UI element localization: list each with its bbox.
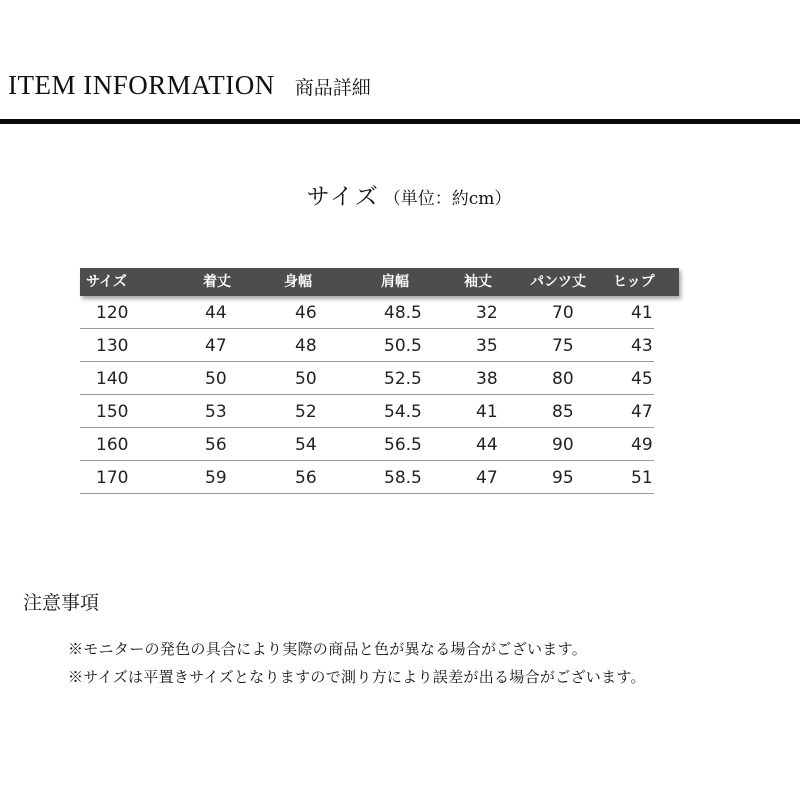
cell-sleeve: 47 <box>476 468 498 488</box>
size-table-header <box>80 268 679 296</box>
col-header-shoulder: 肩幅 <box>381 274 409 290</box>
cell-hip: 47 <box>631 402 653 422</box>
cell-sleeve: 35 <box>476 336 498 356</box>
cell-length: 56 <box>205 435 227 455</box>
cell-hip: 43 <box>631 336 653 356</box>
table-row <box>80 395 654 428</box>
size-section-title <box>0 178 800 211</box>
cell-pants: 80 <box>552 369 574 389</box>
cell-width: 48 <box>295 336 317 356</box>
cell-length: 53 <box>205 402 227 422</box>
cell-shoulder: 54.5 <box>384 402 422 422</box>
cell-pants: 90 <box>552 435 574 455</box>
cell-sleeve: 44 <box>476 435 498 455</box>
header-title-jp: 商品詳細 <box>294 77 371 99</box>
cell-width: 52 <box>295 402 317 422</box>
cell-width: 56 <box>295 468 317 488</box>
table-row <box>80 461 654 494</box>
cell-pants: 75 <box>552 336 574 356</box>
cell-shoulder: 48.5 <box>384 303 422 323</box>
cell-size: 140 <box>96 369 129 389</box>
col-header-pants: パンツ丈 <box>530 274 586 290</box>
cell-width: 50 <box>295 369 317 389</box>
cell-length: 50 <box>205 369 227 389</box>
cell-pants: 95 <box>552 468 574 488</box>
col-header-hip: ヒップ <box>613 274 655 290</box>
cell-size: 120 <box>96 303 129 323</box>
cell-pants: 70 <box>552 303 574 323</box>
cell-sleeve: 38 <box>476 369 498 389</box>
notes-title: 注意事項 <box>23 592 100 614</box>
cell-shoulder: 56.5 <box>384 435 422 455</box>
cell-width: 46 <box>295 303 317 323</box>
cell-length: 59 <box>205 468 227 488</box>
size-table <box>80 268 679 494</box>
cell-hip: 49 <box>631 435 653 455</box>
cell-width: 54 <box>295 435 317 455</box>
col-header-size: サイズ <box>86 274 127 290</box>
cell-size: 170 <box>96 468 129 488</box>
cell-size: 130 <box>96 336 129 356</box>
cell-size: 160 <box>96 435 129 455</box>
size-title-main: サイズ <box>306 184 380 210</box>
header-divider <box>0 119 800 124</box>
col-header-sleeve: 袖丈 <box>464 274 492 290</box>
table-row <box>80 362 654 395</box>
col-header-length: 着丈 <box>203 274 231 290</box>
note-item: ※サイズは平置きサイズとなりますので測り方により誤差が出る場合がございます。 <box>68 668 646 686</box>
cell-pants: 85 <box>552 402 574 422</box>
header-title-en: ITEM INFORMATION <box>8 70 275 100</box>
table-row <box>80 329 654 362</box>
col-header-width: 身幅 <box>284 274 312 290</box>
size-title-unit: （単位：約cm） <box>383 189 512 209</box>
cell-sleeve: 41 <box>476 402 498 422</box>
table-row <box>80 296 654 329</box>
cell-shoulder: 52.5 <box>384 369 422 389</box>
cell-hip: 45 <box>631 369 653 389</box>
cell-length: 47 <box>205 336 227 356</box>
item-information-header <box>8 70 371 110</box>
cell-hip: 51 <box>631 468 653 488</box>
note-item: ※モニターの発色の具合により実際の商品と色が異なる場合がございます。 <box>68 640 588 658</box>
cell-length: 44 <box>205 303 227 323</box>
cell-sleeve: 32 <box>476 303 498 323</box>
table-row <box>80 428 654 461</box>
cell-shoulder: 50.5 <box>384 336 422 356</box>
cell-shoulder: 58.5 <box>384 468 422 488</box>
cell-size: 150 <box>96 402 129 422</box>
cell-hip: 41 <box>631 303 653 323</box>
